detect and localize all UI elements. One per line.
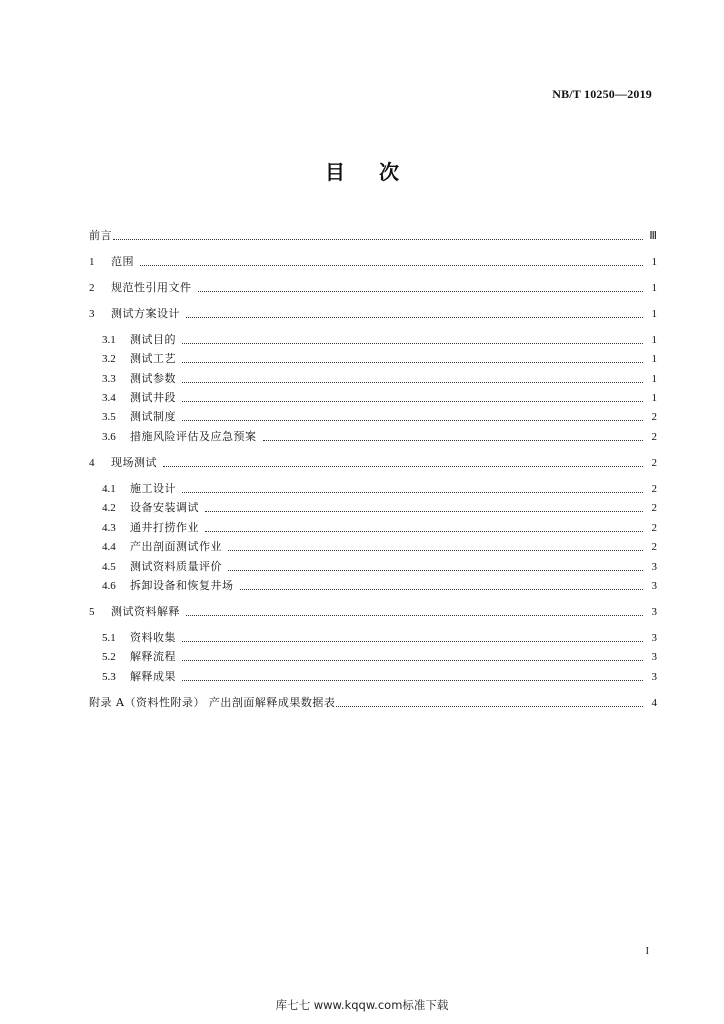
toc-entry-page: 3 xyxy=(651,606,657,618)
toc-entry-number: 5 xyxy=(89,606,95,618)
toc-entry xyxy=(89,305,657,321)
toc-entry-number: 4.1 xyxy=(102,483,116,495)
toc-dot-leader xyxy=(182,400,643,402)
toc-dot-leader xyxy=(263,439,644,441)
toc-entry-page: 1 xyxy=(651,334,657,346)
toc-entry xyxy=(102,499,657,515)
toc-dot-leader xyxy=(182,659,643,661)
toc-entry-page: 1 xyxy=(651,282,657,294)
toc-entry-label: 范围 xyxy=(111,255,134,268)
toc-dot-leader xyxy=(198,290,644,292)
toc-entry-label: 测试参数 xyxy=(130,372,176,385)
toc-dot-leader xyxy=(228,569,643,571)
toc-entry xyxy=(102,370,657,386)
toc-entry xyxy=(102,629,657,645)
toc-entry xyxy=(102,538,657,554)
toc-entry-page: 1 xyxy=(651,392,657,404)
toc-entry-label: 现场测试 xyxy=(111,456,157,469)
toc-entry xyxy=(89,227,657,243)
toc-entry-number: 4.4 xyxy=(102,541,116,553)
toc-entry-label: 施工设计 xyxy=(130,482,176,495)
toc-entry-page: 1 xyxy=(651,308,657,320)
toc-entry-number: 5.3 xyxy=(102,671,116,683)
toc-entry xyxy=(89,694,657,710)
toc-entry-page: 4 xyxy=(651,697,657,709)
toc-entry xyxy=(102,428,657,444)
toc-entry-page: 2 xyxy=(651,502,657,514)
toc-entry xyxy=(89,253,657,269)
toc-dot-leader xyxy=(228,549,643,551)
toc-entry xyxy=(102,668,657,684)
toc-entry-label: 措施风险评估及应急预案 xyxy=(130,430,257,443)
toc-entry-number: 5.1 xyxy=(102,632,116,644)
toc-entry xyxy=(89,603,657,619)
toc-entry xyxy=(102,408,657,424)
watermark-text: 库七七 www.kqqw.com标准下载 xyxy=(275,998,449,1012)
toc-entry-number: 3.6 xyxy=(102,431,116,443)
toc-entry-number: 4.6 xyxy=(102,580,116,592)
page-number: I xyxy=(645,946,649,957)
toc-entry-label: 测试目的 xyxy=(130,333,176,346)
toc-entry xyxy=(89,454,657,470)
toc-entry-label: 测试资料解释 xyxy=(111,605,180,618)
toc-entry-number: 3.1 xyxy=(102,334,116,346)
toc-entry-page: 2 xyxy=(651,411,657,423)
toc-entry-number: 3 xyxy=(89,308,95,320)
toc-dot-leader xyxy=(205,510,643,512)
toc-entry-label: 测试制度 xyxy=(130,410,176,423)
toc-entry-page: 2 xyxy=(651,431,657,443)
toc-entry-number: 4 xyxy=(89,457,95,469)
toc-entry-label: 规范性引用文件 xyxy=(111,281,192,294)
toc-dot-leader xyxy=(182,491,643,493)
standard-code: NB/T 10250—2019 xyxy=(552,87,652,101)
toc-entry xyxy=(102,558,657,574)
toc-entry-page: 3 xyxy=(651,580,657,592)
toc-entry-number: 4.3 xyxy=(102,522,116,534)
toc-entry xyxy=(102,331,657,347)
toc-dot-leader xyxy=(205,530,643,532)
toc-dot-leader xyxy=(182,381,643,383)
toc-entry-page: 2 xyxy=(651,483,657,495)
toc-entry-page: 3 xyxy=(651,671,657,683)
toc-dot-leader xyxy=(113,238,643,240)
toc-entry-page: 3 xyxy=(651,651,657,663)
toc-entry xyxy=(102,577,657,593)
toc-entry-label: 测试方案设计 xyxy=(111,307,180,320)
toc-entry xyxy=(102,648,657,664)
toc-entry-number: 3.3 xyxy=(102,373,116,385)
toc-entry xyxy=(102,519,657,535)
toc-entry-page: 1 xyxy=(651,373,657,385)
toc-entry-number: 1 xyxy=(89,256,95,268)
toc-entry-label: 测试资料质量评价 xyxy=(130,560,222,573)
toc-dot-leader xyxy=(182,342,643,344)
page-title-part1: 目 xyxy=(325,160,345,184)
toc-dot-leader xyxy=(186,316,643,318)
toc-entry-number: 4.2 xyxy=(102,502,116,514)
toc-dot-leader xyxy=(182,679,643,681)
toc-entry-page: 2 xyxy=(651,541,657,553)
toc-entry-page: 1 xyxy=(651,353,657,365)
toc-entry-label: 产出剖面测试作业 xyxy=(130,540,222,553)
toc-entry-label: 资料收集 xyxy=(130,631,176,644)
toc-entry-page: 2 xyxy=(651,522,657,534)
toc-entry-number: 4.5 xyxy=(102,561,116,573)
toc-entry-label: 设备安装调试 xyxy=(130,501,199,514)
toc-entry-label: 拆卸设备和恢复井场 xyxy=(130,579,234,592)
toc-entry xyxy=(102,389,657,405)
toc-dot-leader xyxy=(186,614,643,616)
toc-entry-number: 2 xyxy=(89,282,95,294)
toc-entry xyxy=(102,480,657,496)
toc-entry-label: 前言 xyxy=(89,229,112,242)
toc-entry xyxy=(102,350,657,366)
toc-entry-number: 5.2 xyxy=(102,651,116,663)
toc-entry-page: 3 xyxy=(651,632,657,644)
toc-entry-label: 通井打捞作业 xyxy=(130,521,199,534)
toc-entry-page: 1 xyxy=(651,256,657,268)
toc-entry-number: 3.5 xyxy=(102,411,116,423)
toc-entry-page: 2 xyxy=(651,457,657,469)
toc-dot-leader xyxy=(140,264,643,266)
toc-dot-leader xyxy=(182,361,643,363)
toc-entry-label: 测试井段 xyxy=(130,391,176,404)
toc-entry-label: 附录 A（资料性附录） 产出剖面解释成果数据表 xyxy=(89,696,336,709)
toc-entry-label: 解释成果 xyxy=(130,670,176,683)
toc-entry xyxy=(89,279,657,295)
toc-dot-leader xyxy=(163,465,643,467)
page-title-part2: 次 xyxy=(379,160,399,184)
toc-entry-label: 解释流程 xyxy=(130,650,176,663)
toc-dot-leader xyxy=(182,640,643,642)
toc-dot-leader xyxy=(240,588,644,590)
toc-dot-leader xyxy=(182,419,643,421)
toc-dot-leader xyxy=(336,705,643,707)
toc-entry-page: Ⅲ xyxy=(649,230,657,242)
toc-entry-page: 3 xyxy=(651,561,657,573)
toc-entry-number: 3.4 xyxy=(102,392,116,404)
toc-entry-label: 测试工艺 xyxy=(130,352,176,365)
toc-entry-number: 3.2 xyxy=(102,353,116,365)
